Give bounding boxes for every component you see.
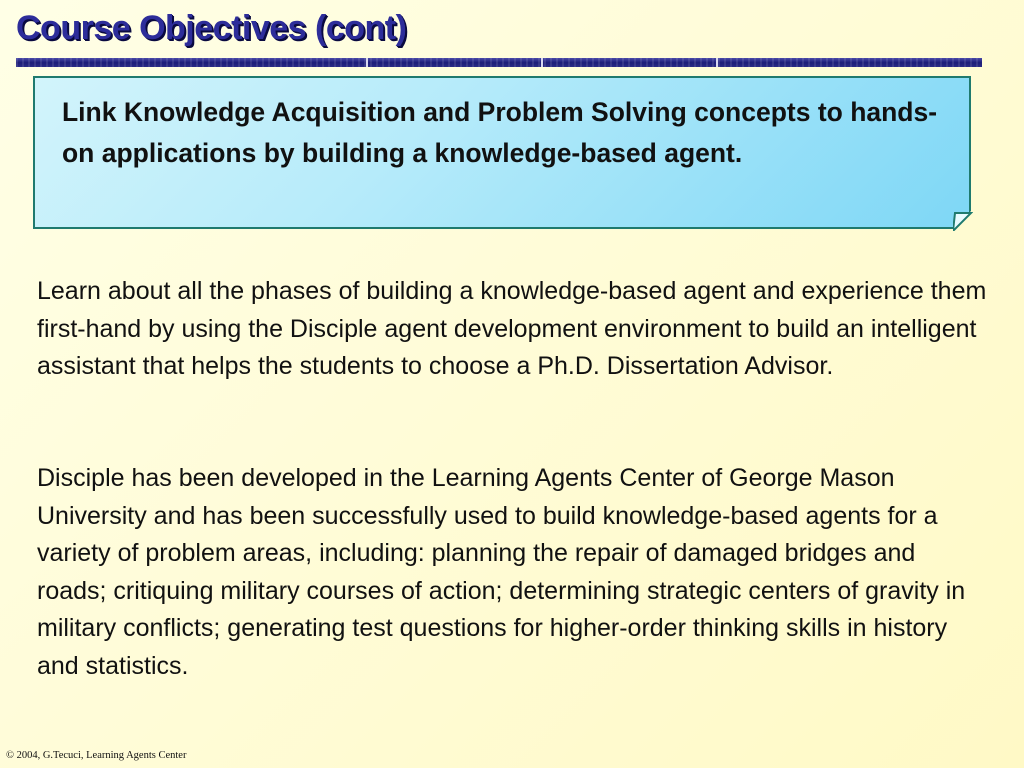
objective-text: Link Knowledge Acquisition and Problem Solving concepts to hands-on applications by building a knowledge-based agent.	[62, 97, 938, 168]
divider-tick	[366, 58, 368, 67]
folded-corner-icon	[953, 211, 973, 231]
divider-tick	[541, 58, 543, 67]
body-paragraph-phases: Learn about all the phases of building a knowledge-based agent and experience them first-hand by using the Disciple agent development environment to build an intelligent assistant that helps the students to choose a Ph.D. Dissertation Advisor.	[37, 277, 987, 380]
slide-title: Course Objectives (cont)	[16, 9, 407, 47]
copyright-footer: © 2004, G.Tecuci, Learning Agents Center	[6, 750, 187, 761]
title-divider	[16, 58, 982, 67]
divider-tick	[716, 58, 718, 67]
body-paragraph-disciple: Disciple has been developed in the Learning Agents Center of George Mason University and has been successfully used to build knowledge-based agents for a variety of problem areas, including: planning the repair of damaged bridges and roads; critiquing military courses of action; determining strategic centers of gravity in military conflicts; generating test questions for higher-order thinking skills in history and statistics.	[37, 464, 966, 680]
